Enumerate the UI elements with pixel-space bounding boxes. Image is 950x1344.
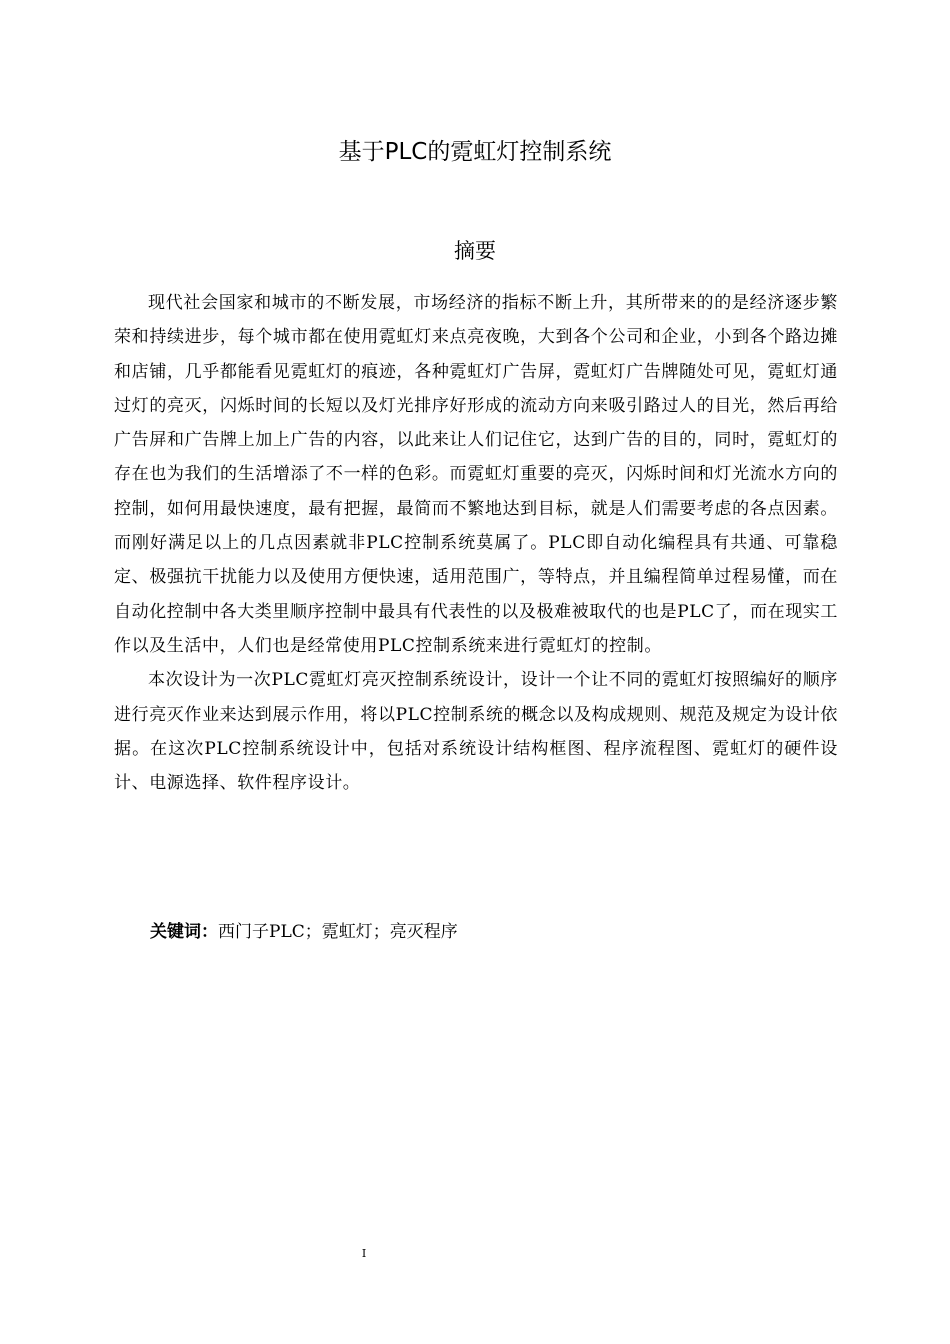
abstract-paragraph-2: 本次设计为一次PLC霓虹灯亮灭控制系统设计，设计一个让不同的霓虹灯按照编好的顺序进行亮灭作业来达到展示作用，将以PLC控制系统的概念以及构成规则、规范及规定为设计依据。在这次PLC控制系统设计中，包括对系统设计结构框图、程序流程图、霓虹灯的硬件设计、电源选择、软件程序设计。	[114, 670, 838, 794]
keywords-text: 西门子PLC；霓虹灯；亮灭程序	[218, 922, 458, 942]
abstract-body	[114, 286, 838, 800]
abstract-paragraph-1: 现代社会国家和城市的不断发展，市场经济的指标不断上升，其所带来的的是经济逐步繁荣和持续进步，每个城市都在使用霓虹灯来点亮夜晚，大到各个公司和企业，小到各个路边摊和店铺，几乎都能看见霓虹灯的痕迹，各种霓虹灯广告屏，霓虹灯广告牌随处可见，霓虹灯通过灯的亮灭，闪烁时间的长短以及灯光排序好形成的流动方向来吸引路过人的目光，然后再给广告屏和广告牌上加上广告的内容，以此来让人们记住它，达到广告的目的，同时，霓虹灯的存在也为我们的生活增添了不一样的色彩。而霓虹灯重要的亮灭，闪烁时间和灯光流水方向的控制，如何用最快速度，最有把握，最简而不繁地达到目标，就是人们需要考虑的各点因素。而刚好满足以上的几点因素就非PLC控制系统莫属了。PLC即自动化编程具有共通、可靠稳定、极强抗干扰能力以及使用方便快速，适用范围广，等特点，并且编程简单过程易懂，而在自动化控制中各大类里顺序控制中最具有代表性的以及极难被取代的也是PLC了，而在现实工作以及生活中，人们也是经常使用PLC控制系统来进行霓虹灯的控制。	[114, 293, 838, 656]
page-number: I	[361, 1247, 367, 1260]
abstract-heading: 摘要	[454, 239, 496, 263]
keywords-line	[150, 917, 840, 947]
document-title: 基于PLC的霓虹灯控制系统	[338, 139, 612, 165]
keywords-label: 关键词：	[150, 922, 218, 942]
